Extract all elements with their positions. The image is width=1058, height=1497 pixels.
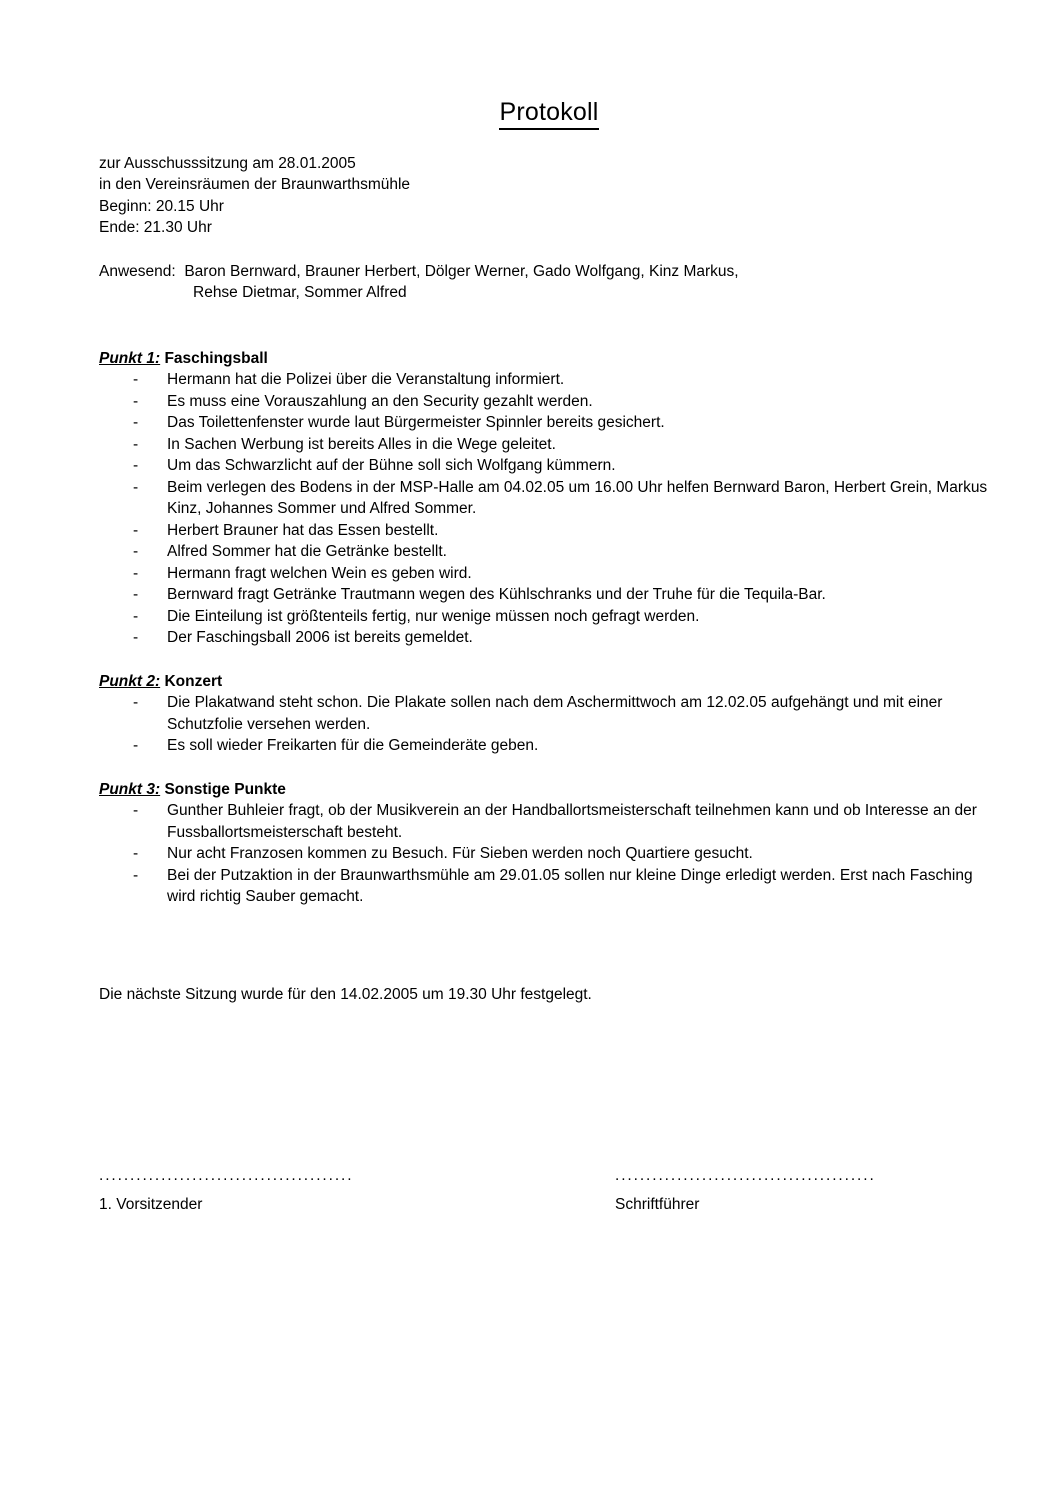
list-item: - Herbert Brauner hat das Essen bestellt. [99, 520, 999, 542]
list-item: - Hermann fragt welchen Wein es geben wird. [99, 563, 999, 585]
list-item: - Es soll wieder Freikarten für die Gemeinderäte geben. [99, 735, 999, 757]
page-title-text: Protokoll [499, 98, 598, 130]
section-topic-1: Faschingsball [164, 349, 268, 367]
page-title [99, 0, 999, 127]
list-item: - Bernward fragt Getränke Trautmann wegen des Kühlschranks und der Truhe für die Tequila-Bar. [99, 584, 999, 606]
list-item: - Bei der Putzaktion in der Braunwarthsmühle am 29.01.05 sollen nur kleine Dinge erledigt werden. Erst nach Fasching wird richtig Sauber gemacht. [99, 865, 999, 908]
section-topic-2: Konzert [164, 672, 223, 690]
list-item: - In Sachen Werbung ist bereits Alles in die Wege geleitet. [99, 434, 999, 456]
attendees-line-1 [99, 261, 999, 283]
list-item: - Der Faschingsball 2006 ist bereits gemeldet. [99, 627, 999, 649]
list-item: - Die Einteilung ist größtenteils fertig, nur wenige müssen noch gefragt werden. [99, 606, 999, 628]
list-item: - Das Toilettenfenster wurde laut Bürgermeister Spinnler bereits gesichert. [99, 412, 999, 434]
section-punkt-2 [99, 671, 999, 757]
list-item: - Alfred Sommer hat die Getränke bestellt. [99, 541, 999, 563]
signature-chairman [99, 1168, 353, 1216]
list-item: - Nur acht Franzosen kommen zu Besuch. Für Sieben werden noch Quartiere gesucht. [99, 843, 999, 865]
meta-line-start-time: Beginn: 20.15 Uhr [99, 197, 224, 215]
bullet-list-1 [99, 369, 999, 649]
bullet-list-2 [99, 692, 999, 757]
section-heading-1 [99, 348, 999, 370]
list-item: - Es muss eine Vorauszahlung an den Security gezahlt werden. [99, 391, 999, 413]
next-meeting-note: Die nächste Sitzung wurde für den 14.02.2005 um 19.30 Uhr festgelegt. [99, 986, 592, 1003]
section-heading-2 [99, 671, 999, 693]
document-body [99, 0, 999, 908]
attendees-block [99, 261, 999, 304]
bullet-list-3 [99, 800, 999, 908]
attendees-names-first: Baron Bernward, Brauner Herbert, Dölger Werner, Gado Wolfgang, Kinz Markus, [184, 262, 739, 280]
signature-label-secretary: Schriftführer [615, 1196, 700, 1213]
section-number-2: Punkt 2: [99, 672, 161, 690]
attendees-line-2: Rehse Dietmar, Sommer Alfred [193, 284, 407, 301]
section-topic-3: Sonstige Punkte [164, 780, 286, 798]
signature-line-secretary: .......................................... [615, 1168, 876, 1184]
list-item: - Gunther Buhleier fragt, ob der Musikverein an der Handballortsmeisterschaft teilnehmen kann und ob Interesse an der Fussballortsmeisterschaft besteht. [99, 800, 999, 843]
list-item: - Hermann hat die Polizei über die Veranstaltung informiert. [99, 369, 999, 391]
section-punkt-3 [99, 779, 999, 908]
meta-line-end-time: Ende: 21.30 Uhr [99, 219, 212, 236]
signature-line-chairman: ......................................... [99, 1168, 354, 1184]
signature-label-chairman: 1. Vorsitzender [99, 1196, 203, 1213]
list-item: - Beim verlegen des Bodens in der MSP-Halle am 04.02.05 um 16.00 Uhr helfen Bernward Baron, Herbert Grein, Markus Kinz, Johannes Sommer und Alfred Sommer. [99, 477, 999, 520]
section-number-1: Punkt 1: [99, 349, 161, 367]
section-punkt-1 [99, 348, 999, 649]
section-number-3: Punkt 3: [99, 780, 161, 798]
meta-line-subject: zur Ausschusssitzung am 28.01.2005 [99, 154, 356, 172]
list-item: - Die Plakatwand steht schon. Die Plakate sollen nach dem Aschermittwoch am 12.02.05 aufgehängt und mit einer Schutzfolie versehen werden. [99, 692, 999, 735]
attendees-label: Anwesend: [99, 262, 176, 280]
meeting-meta [99, 153, 999, 239]
meta-line-location: in den Vereinsräumen der Braunwarthsmühle [99, 176, 411, 193]
section-heading-3 [99, 779, 999, 801]
signature-secretary [615, 1168, 876, 1216]
list-item: - Um das Schwarzlicht auf der Bühne soll sich Wolfgang kümmern. [99, 455, 999, 477]
